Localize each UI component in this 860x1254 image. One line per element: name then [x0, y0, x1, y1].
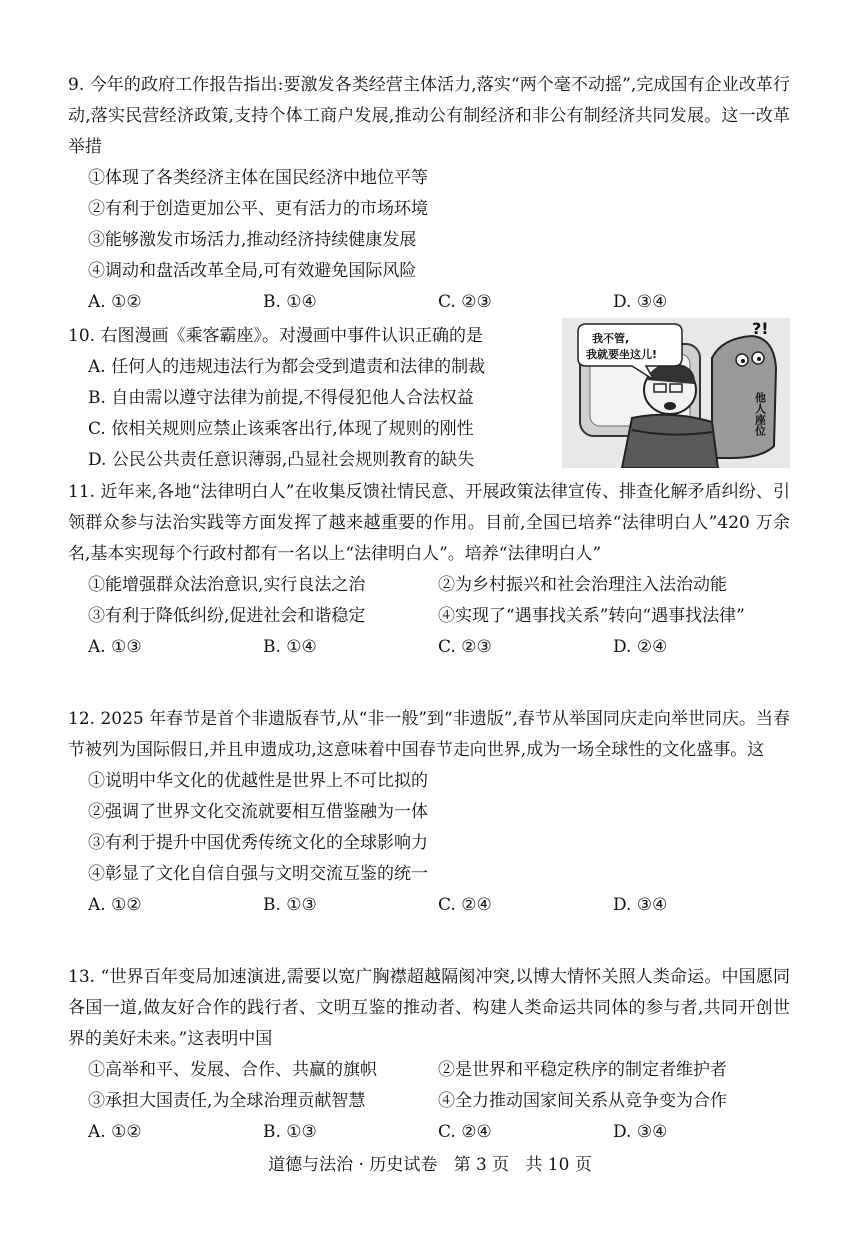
- q10-choice-b: B. 自由需以遵守法律为前提,不得侵犯他人合法权益: [88, 388, 474, 408]
- q9-choice-b: B. ①④: [263, 292, 317, 312]
- q11-statement-2: ②为乡村振兴和社会治理注入法治动能: [438, 575, 727, 595]
- q11-statement-3: ③有利于降低纠纷,促进社会和谐稳定: [88, 606, 366, 626]
- question-13: [68, 962, 790, 1148]
- surprise-marks: ?!: [752, 319, 769, 338]
- q11-choice-c: C. ②③: [438, 637, 492, 657]
- q11-statements-row-1: [68, 570, 790, 601]
- q13-choice-b: B. ①③: [263, 1122, 317, 1142]
- q13-choice-a: A. ①②: [88, 1122, 142, 1142]
- q12-choice-a: A. ①②: [88, 895, 142, 915]
- q9-choice-c: C. ②③: [438, 292, 492, 312]
- passenger-body: [622, 415, 718, 468]
- q9-choice-a: A. ①②: [88, 292, 142, 312]
- q9-statement-1: ①体现了各类经济主体在国民经济中地位平等: [88, 168, 428, 188]
- q13-choice-c: C. ②④: [438, 1122, 492, 1142]
- seat-label: 他人座位: [753, 392, 767, 436]
- page-footer: 道德与法治 · 历史试卷 第 3 页 共 10 页: [268, 1155, 592, 1175]
- question-12-stem: 12. 2025 年春节是首个非遗版春节,从“非一般”到“非遗版”,春节从举国同庆走向举世同庆。当春节被列为国际假日,并且申遗成功,这意味着中国春节走向世界,成为一场全球性的文化盛事。这: [68, 709, 790, 760]
- q12-statement-4: ④彰显了文化自信自强与文明交流互鉴的统一: [88, 864, 428, 884]
- q12-statement-1: ①说明中华文化的优越性是世界上不可比拟的: [88, 771, 428, 791]
- q11-statement-4: ④实现了“遇事找关系”转向“遇事找法律”: [438, 606, 745, 626]
- speech-bubble-line-1: 我不管,: [592, 332, 630, 345]
- question-12: [68, 704, 790, 921]
- question-10-stem: 10. 右图漫画《乘客霸座》。对漫画中事件认识正确的是: [68, 326, 483, 346]
- q9-answer-choices: [68, 287, 790, 318]
- q9-statement-2: ②有利于创造更加公平、更有活力的市场环境: [88, 199, 428, 219]
- comic-illustration: [562, 318, 790, 468]
- q11-statement-1: ①能增强群众法治意识,实行良法之治: [88, 575, 366, 595]
- q13-answer-choices: [68, 1117, 790, 1148]
- q10-choice-a: A. 任何人的违规违法行为都会受到遣责和法律的制裁: [88, 357, 486, 377]
- q11-statements-row-2: [68, 601, 790, 632]
- q10-choice-d: D. 公民公共责任意识薄弱,凸显社会规则教育的缺失: [88, 450, 475, 470]
- q13-statements-row-2: [68, 1086, 790, 1117]
- speech-bubble-line-2: 我就要坐这儿!: [586, 348, 658, 361]
- q11-answer-choices: [68, 632, 790, 663]
- seat-hogging-comic: [562, 318, 790, 468]
- q12-choice-b: B. ①③: [263, 895, 317, 915]
- q13-statement-1: ①高举和平、发展、合作、共赢的旗帜: [88, 1060, 377, 1080]
- q13-statement-2: ②是世界和平稳定秩序的制定者维护者: [438, 1060, 727, 1080]
- q12-statement-2: ②强调了世界文化交流就要相互借鉴融为一体: [88, 802, 428, 822]
- q12-answer-choices: [68, 890, 790, 921]
- q12-choice-d: D. ③④: [613, 895, 668, 915]
- q13-statements-row-1: [68, 1055, 790, 1086]
- q11-choice-b: B. ①④: [263, 637, 317, 657]
- q11-choice-d: D. ②④: [613, 637, 668, 657]
- q13-choice-d: D. ③④: [613, 1122, 668, 1142]
- question-9: [68, 70, 790, 318]
- q13-statement-4: ④全力推动国家间关系从竞争变为合作: [438, 1091, 727, 1111]
- question-9-stem: 9. 今年的政府工作报告指出:要激发各类经营主体活力,落实“两个毫不动摇”,完成国有企业改革行动,落实民营经济政策,支持个体工商户发展,推动公有制经济和非公有制经济共同发展。这一改革举措: [68, 75, 790, 157]
- question-11: [68, 477, 790, 663]
- q13-statement-3: ③承担大国责任,为全球治理贡献智慧: [88, 1091, 366, 1111]
- question-10: [68, 321, 548, 476]
- q12-choice-c: C. ②④: [438, 895, 492, 915]
- q9-choice-d: D. ③④: [613, 292, 668, 312]
- q9-statement-4: ④调动和盘活改革全局,可有效避免国际风险: [88, 261, 417, 281]
- q9-statement-3: ③能够激发市场活力,推动经济持续健康发展: [88, 230, 417, 250]
- q12-statement-3: ③有利于提升中国优秀传统文化的全球影响力: [88, 833, 428, 853]
- question-13-stem: 13. “世界百年变局加速演进,需要以宽广胸襟超越隔阂冲突,以博大情怀关照人类命运。中国愿同各国一道,做友好合作的践行者、文明互鉴的推动者、构建人类命运共同体的参与者,共同开创世界的美好未来。”这表明中国: [68, 967, 790, 1049]
- q11-choice-a: A. ①③: [88, 637, 142, 657]
- question-11-stem: 11. 近年来,各地“法律明白人”在收集反馈社情民意、开展政策法律宣传、排查化解矛盾纠纷、引领群众参与法治实践等方面发挥了越来越重要的作用。目前,全国已培养“法律明白人”420 万余名,基本实现每个行政村都有一名以上“法律明白人”。培养“法律明白人”: [68, 482, 790, 564]
- q10-choice-c: C. 依相关规则应禁止该乘客出行,体现了规则的刚性: [88, 419, 474, 439]
